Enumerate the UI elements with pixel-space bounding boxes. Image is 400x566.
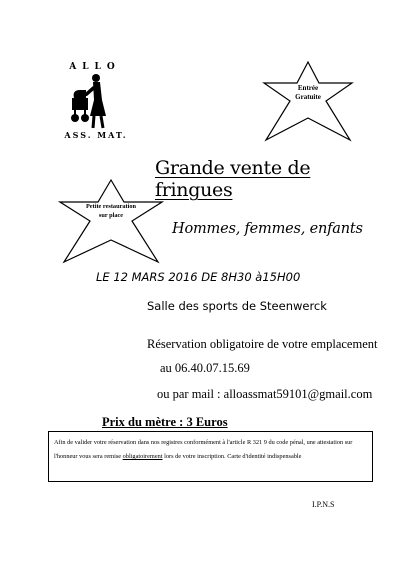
entry-star <box>262 60 354 142</box>
ipns-reference: I.P.N.S <box>312 500 335 509</box>
event-date: LE 12 MARS 2016 DE 8H30 à15H00 <box>96 270 301 284</box>
food-star <box>58 178 164 264</box>
legal-notice-box <box>48 431 373 482</box>
notice-text-4: lors de votre inscription. Carte d'identité indispensable <box>164 453 302 461</box>
price-per-meter: Prix du mètre : 3 Euros <box>102 415 228 429</box>
star-outline-icon <box>58 178 164 264</box>
entry-star-line1: Entrée <box>297 84 319 92</box>
event-title: Grande vente de fringues <box>155 157 311 201</box>
event-venue: Salle des sports de Steenwerck <box>147 299 327 313</box>
entry-star-line2: Gratuite <box>295 93 321 102</box>
reservation-phone: au 06.40.07.15.69 <box>160 361 250 375</box>
logo-top-text: ALLO <box>69 62 121 72</box>
logo-bottom-text: ASS. MAT. <box>64 130 128 140</box>
notice-text-1: Afin de valider votre réservation dans nos registres conformément à l'article R 321 9 du code pénal, une <box>54 439 316 446</box>
food-star-line1: Petite restauration <box>85 203 137 210</box>
event-audience: Hommes, femmes, enfants <box>172 221 363 237</box>
stroller-silhouette-icon <box>66 72 116 130</box>
notice-emphasis: obligatoirement <box>122 453 163 461</box>
food-star-line2: sur place <box>98 211 124 219</box>
notice-text-2: attestation sur l'honneur vous sera remise <box>54 439 353 461</box>
reservation-text: Réservation obligatoire de votre emplacement <box>147 337 378 351</box>
reservation-mail: ou par mail : alloassmat59101@gmail.com <box>157 387 373 401</box>
